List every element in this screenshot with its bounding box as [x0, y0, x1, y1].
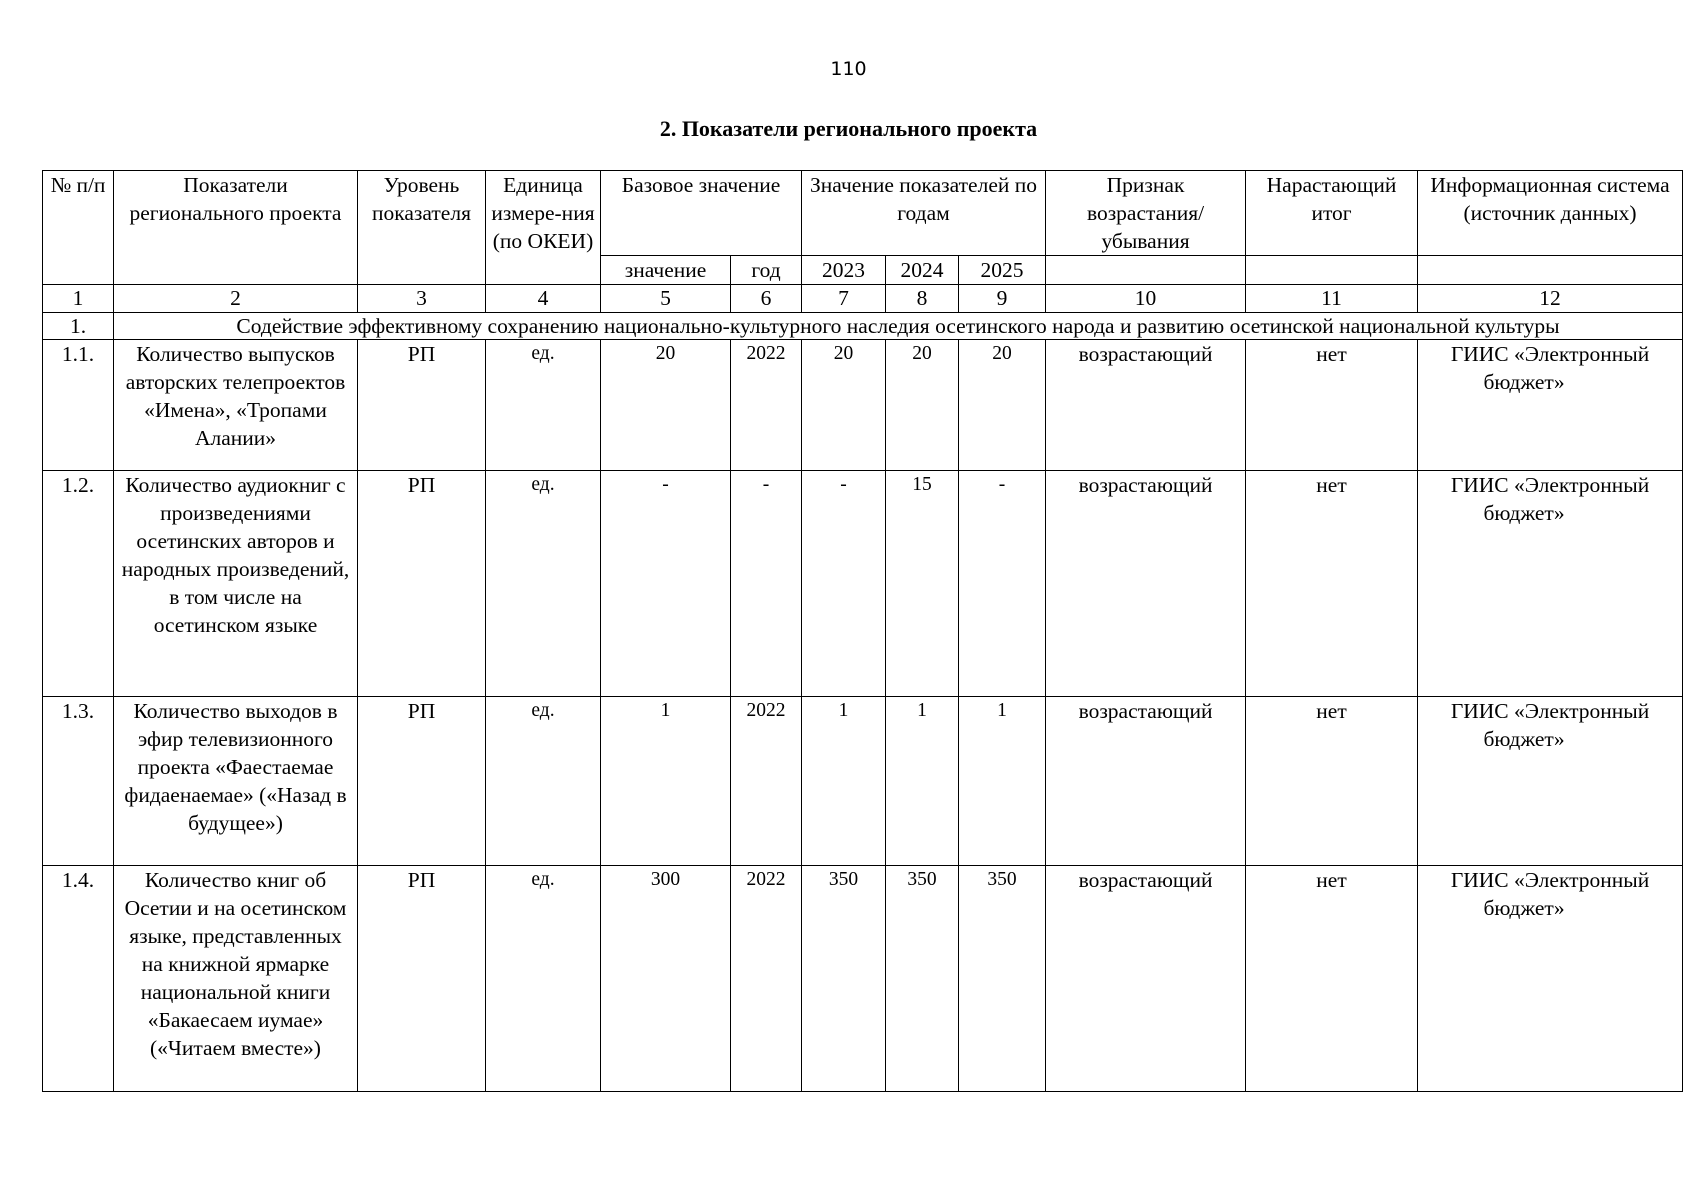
header-level: Уровень показателя — [358, 171, 486, 285]
value-2024: 20 — [886, 340, 959, 471]
info-system — [1418, 340, 1683, 471]
column-number: 10 — [1046, 285, 1246, 313]
trend-sign: возрастающий — [1046, 471, 1246, 697]
base-value: 300 — [601, 866, 731, 1092]
info-system — [1418, 471, 1683, 697]
table-row — [43, 471, 1683, 697]
column-number: 7 — [802, 285, 886, 313]
header-cumulative-empty — [1246, 256, 1418, 285]
value-2023: 20 — [802, 340, 886, 471]
column-number: 3 — [358, 285, 486, 313]
row-number: 1.2. — [43, 471, 114, 697]
header-cumulative: Нарастающий итог — [1246, 171, 1418, 256]
base-year: - — [731, 471, 802, 697]
column-number: 12 — [1418, 285, 1683, 313]
header-no: № п/п — [43, 171, 114, 285]
column-number: 9 — [959, 285, 1046, 313]
value-2024: 1 — [886, 697, 959, 866]
indicator-level: РП — [358, 866, 486, 1092]
base-year: 2022 — [731, 866, 802, 1092]
indicator-unit: ед. — [486, 340, 601, 471]
cumulative-total: нет — [1246, 866, 1418, 1092]
info-system — [1418, 697, 1683, 866]
info-system-line2: бюджет» — [1483, 501, 1565, 525]
header-base-value: значение — [601, 256, 731, 285]
column-number: 11 — [1246, 285, 1418, 313]
indicators-table — [42, 170, 1683, 1092]
cumulative-total: нет — [1246, 471, 1418, 697]
base-value: 20 — [601, 340, 731, 471]
value-2025: 20 — [959, 340, 1046, 471]
header-yearly: Значение показателей по годам — [802, 171, 1046, 256]
column-number-row — [43, 285, 1683, 313]
info-system-line2: бюджет» — [1483, 896, 1565, 920]
value-2024: 15 — [886, 471, 959, 697]
header-trend: Признак возрастания/ убывания — [1046, 171, 1246, 256]
indicator-name: Количество выпусков авторских телепроектов «Имена», «Тропами Алании» — [114, 340, 358, 471]
value-2025: - — [959, 471, 1046, 697]
header-trend-empty — [1046, 256, 1246, 285]
trend-sign: возрастающий — [1046, 866, 1246, 1092]
column-number: 1 — [43, 285, 114, 313]
row-number: 1.1. — [43, 340, 114, 471]
indicator-unit: ед. — [486, 866, 601, 1092]
header-year-2023: 2023 — [802, 256, 886, 285]
trend-sign: возрастающий — [1046, 697, 1246, 866]
base-value: 1 — [601, 697, 731, 866]
info-system-line2: бюджет» — [1483, 727, 1565, 751]
cumulative-total: нет — [1246, 697, 1418, 866]
table-row — [43, 697, 1683, 866]
header-year-2025: 2025 — [959, 256, 1046, 285]
header-indicator: Показатели регионального проекта — [114, 171, 358, 285]
header-base-year: год — [731, 256, 802, 285]
value-2024: 350 — [886, 866, 959, 1092]
column-number: 5 — [601, 285, 731, 313]
indicator-unit: ед. — [486, 697, 601, 866]
header-row — [43, 171, 1683, 256]
page-number: 110 — [830, 58, 867, 80]
header-year-2024: 2024 — [886, 256, 959, 285]
indicator-level: РП — [358, 340, 486, 471]
column-number: 8 — [886, 285, 959, 313]
cumulative-total: нет — [1246, 340, 1418, 471]
info-system-line1: ГИИС «Электронный — [1450, 699, 1650, 723]
value-2023: 1 — [802, 697, 886, 866]
value-2023: 350 — [802, 866, 886, 1092]
base-value: - — [601, 471, 731, 697]
trend-sign: возрастающий — [1046, 340, 1246, 471]
section-number: 1. — [43, 313, 114, 340]
table-row — [43, 866, 1683, 1092]
indicator-unit: ед. — [486, 471, 601, 697]
indicator-name: Количество книг об Осетии и на осетинском языке, представленных на книжной ярмарке национальной книги «Бакаесаем иумае» («Читаем вместе») — [114, 866, 358, 1092]
info-system-line1: ГИИС «Электронный — [1450, 342, 1650, 366]
value-2023: - — [802, 471, 886, 697]
header-info-system: Информационная система (источник данных) — [1418, 171, 1683, 256]
column-number: 6 — [731, 285, 802, 313]
base-year: 2022 — [731, 697, 802, 866]
indicator-level: РП — [358, 471, 486, 697]
table-row — [43, 340, 1683, 471]
info-system — [1418, 866, 1683, 1092]
header-info-system-empty — [1418, 256, 1683, 285]
section-title-cell: Содействие эффективному сохранению национально-культурного наследия осетинского народа и развитию осетинской национальной культуры — [114, 313, 1683, 340]
indicator-name: Количество выходов в эфир телевизионного проекта «Фаестаемае фидаенаемае» («Назад в будущее») — [114, 697, 358, 866]
header-unit: Единица измере-ния (по ОКЕИ) — [486, 171, 601, 285]
info-system-line2: бюджет» — [1483, 370, 1565, 394]
section-title: 2. Показатели регионального проекта — [659, 116, 1038, 141]
column-number: 4 — [486, 285, 601, 313]
base-year: 2022 — [731, 340, 802, 471]
row-number: 1.3. — [43, 697, 114, 866]
info-system-line1: ГИИС «Электронный — [1450, 868, 1650, 892]
header-base: Базовое значение — [601, 171, 802, 256]
value-2025: 1 — [959, 697, 1046, 866]
column-number: 2 — [114, 285, 358, 313]
info-system-line1: ГИИС «Электронный — [1450, 473, 1650, 497]
value-2025: 350 — [959, 866, 1046, 1092]
row-number: 1.4. — [43, 866, 114, 1092]
indicator-name: Количество аудиокниг с произведениями осетинских авторов и народных произведений, в том числе на осетинском языке — [114, 471, 358, 697]
section-row — [43, 313, 1683, 340]
indicator-level: РП — [358, 697, 486, 866]
